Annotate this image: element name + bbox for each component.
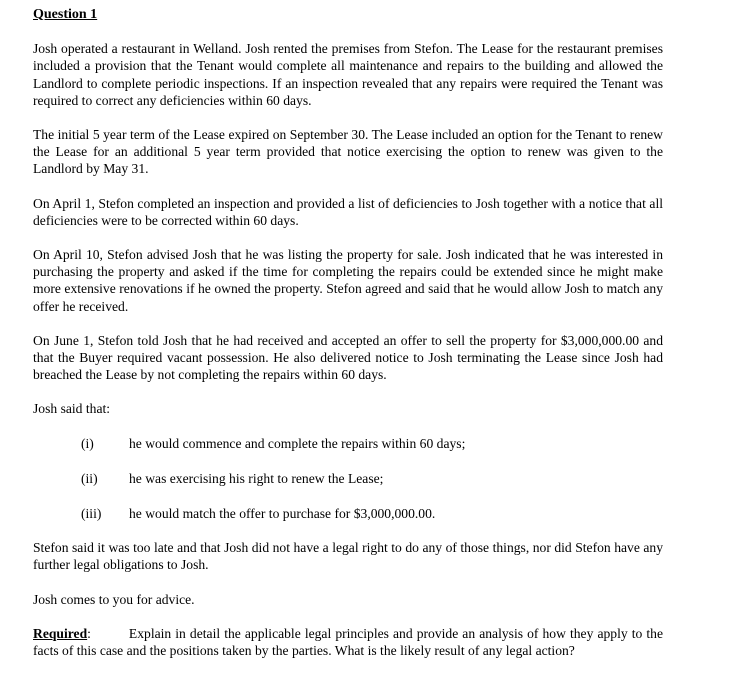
required-colon: : bbox=[87, 625, 91, 641]
paragraph-inspection: On April 1, Stefon completed an inspection and provided a list of deficiencies to Josh together with a notice that all deficiencies were to be corrected within 60 days. bbox=[33, 195, 663, 228]
paragraph-lease-provision: Josh operated a restaurant in Welland. Josh rented the premises from Stefon. The Lease for the restaurant premises included a provision that the Tenant would complete all maintenance and repairs to the building and allowed the Landlord to complete periodic inspections. If an inspection revealed that any repairs were required the Tenant was required to correct any deficiencies within 60 days. bbox=[33, 41, 663, 108]
required-label: Required bbox=[33, 625, 88, 641]
list-item bbox=[81, 435, 663, 452]
list-item-text: he would match the offer to purchase for $3,000,000.00. bbox=[129, 506, 436, 522]
paragraph-josh-said: Josh said that: bbox=[33, 401, 111, 417]
document-page bbox=[33, 6, 663, 659]
list-marker: (ii) bbox=[81, 470, 98, 486]
list-item-text: he was exercising his right to renew the Lease; bbox=[129, 470, 384, 486]
paragraph-offer-termination: On June 1, Stefon told Josh that he had received and accepted an offer to sell the property for $3,000,000.00 and that the Buyer required vacant possession. He also delivered notice to Josh terminating the Lease since Josh had breached the Lease by not completing the repairs within 60 days. bbox=[33, 332, 663, 383]
list-item-text: he would commence and complete the repairs within 60 days; bbox=[129, 435, 466, 451]
paragraph-advice: Josh comes to you for advice. bbox=[33, 591, 195, 607]
required-paragraph bbox=[33, 625, 663, 659]
question-heading: Question 1 bbox=[33, 7, 98, 22]
paragraph-listing-sale: On April 10, Stefon advised Josh that he was listing the property for sale. Josh indicated that he was interested in purchasing the property and asked if the time for completing the repairs could be extended since he might make more extensive renovations if he owned the property. Stefon agreed and said that he would allow Josh to match any offer he received. bbox=[33, 247, 663, 314]
required-text: Explain in detail the applicable legal principles and provide an analysis of how they apply to the facts of this case and the positions taken by the parties. What is the likely result of any legal action? bbox=[33, 625, 663, 659]
list-item bbox=[81, 470, 663, 487]
josh-statements-list bbox=[33, 435, 663, 523]
list-item bbox=[81, 505, 663, 522]
paragraph-lease-term: The initial 5 year term of the Lease expired on September 30. The Lease included an option for the Tenant to renew the Lease for an additional 5 year term provided that notice exercising the option to renew was given to the Landlord by May 31. bbox=[33, 127, 663, 177]
list-marker: (iii) bbox=[81, 506, 102, 522]
paragraph-stefon-response: Stefon said it was too late and that Josh did not have a legal right to do any of those things, nor did Stefon have any further legal obligations to Josh. bbox=[33, 540, 663, 573]
list-marker: (i) bbox=[81, 435, 94, 451]
